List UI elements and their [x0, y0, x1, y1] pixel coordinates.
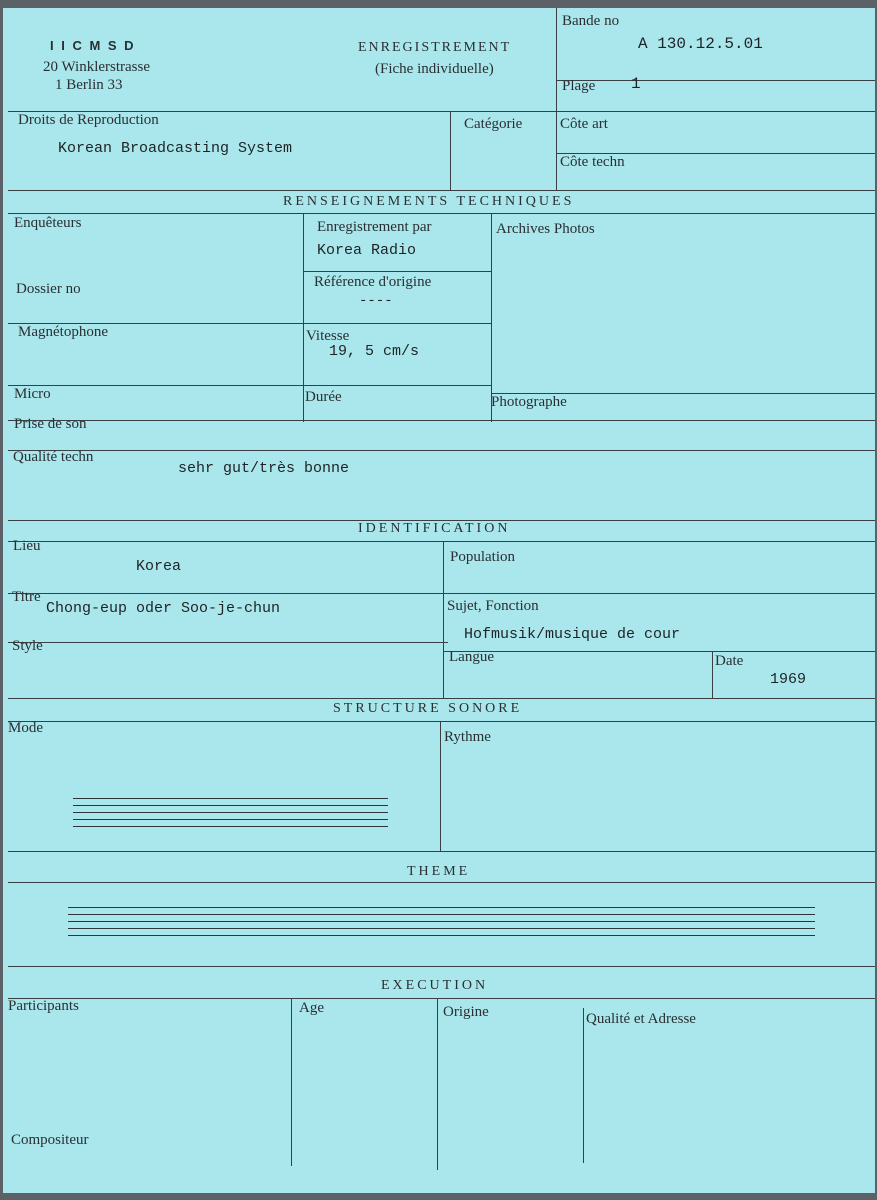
- duree-label: Durée: [305, 389, 342, 405]
- section-execution: EXECUTION: [381, 978, 489, 993]
- qualite-techn-label: Qualité techn: [13, 449, 94, 465]
- population-label: Population: [450, 549, 516, 565]
- mode-label: Mode: [8, 720, 43, 736]
- age-label: Age: [299, 1000, 324, 1016]
- section-identification: IDENTIFICATION: [358, 521, 511, 536]
- section-structure: STRUCTURE SONORE: [333, 701, 523, 716]
- reference-value: ----: [359, 293, 393, 309]
- bande-label: Bande no: [562, 13, 620, 29]
- cote-art-label: Côte art: [560, 116, 608, 132]
- org-street: 20 Winklerstrasse: [43, 59, 151, 75]
- cote-techn-label: Côte techn: [560, 154, 625, 170]
- origine-label: Origine: [443, 1004, 489, 1020]
- record-card: [3, 8, 875, 1193]
- lieu-value: Korea: [136, 558, 182, 575]
- form-subtitle: (Fiche individuelle): [375, 61, 494, 77]
- enregistrement-par-value: Korea Radio: [317, 242, 417, 259]
- bande-value: A 130.12.5.01: [638, 35, 763, 53]
- enregistrement-par-label: Enregistrement par: [317, 219, 432, 235]
- qualite-techn-value: sehr gut/très bonne: [178, 460, 350, 477]
- langue-label: Langue: [449, 649, 494, 665]
- date-value: 1969: [770, 671, 807, 688]
- vitesse-label: Vitesse: [306, 328, 350, 344]
- magnetophone-label: Magnétophone: [18, 324, 108, 340]
- org-name: I I C M S D: [50, 38, 136, 53]
- droits-value: Korean Broadcasting System: [58, 140, 293, 157]
- photographe-label: Photographe: [491, 394, 567, 410]
- enqueteurs-label: Enquêteurs: [14, 215, 82, 231]
- micro-label: Micro: [14, 386, 51, 402]
- titre-value: Chong-eup oder Soo-je-chun: [46, 600, 281, 617]
- org-city: 1 Berlin 33: [55, 77, 123, 93]
- titre-label: Titre: [12, 589, 41, 605]
- section-theme: THEME: [407, 864, 471, 879]
- sujet-label: Sujet, Fonction: [447, 598, 539, 614]
- compositeur-label: Compositeur: [11, 1132, 89, 1148]
- form-title: ENREGISTREMENT: [358, 40, 512, 55]
- plage-label: Plage: [562, 78, 596, 94]
- style-label: Style: [12, 638, 43, 654]
- prise-de-son-label: Prise de son: [14, 416, 87, 432]
- vitesse-value: 19, 5 cm/s: [329, 343, 420, 360]
- theme-staff: [68, 907, 815, 942]
- date-label: Date: [715, 653, 744, 669]
- reference-label: Référence d'origine: [314, 274, 432, 290]
- qualite-adresse-label: Qualité et Adresse: [586, 1011, 696, 1027]
- section-techniques: RENSEIGNEMENTS TECHNIQUES: [283, 194, 575, 209]
- mode-staff: [73, 798, 388, 833]
- rythme-label: Rythme: [444, 729, 491, 745]
- lieu-label: Lieu: [13, 538, 41, 554]
- categorie-label: Catégorie: [464, 116, 523, 132]
- plage-value: 1: [631, 75, 641, 93]
- sujet-value: Hofmusik/musique de cour: [464, 626, 681, 643]
- dossier-no-label: Dossier no: [16, 281, 81, 297]
- droits-label: Droits de Reproduction: [18, 112, 159, 128]
- archives-photos-label: Archives Photos: [496, 221, 595, 237]
- participants-label: Participants: [8, 998, 79, 1014]
